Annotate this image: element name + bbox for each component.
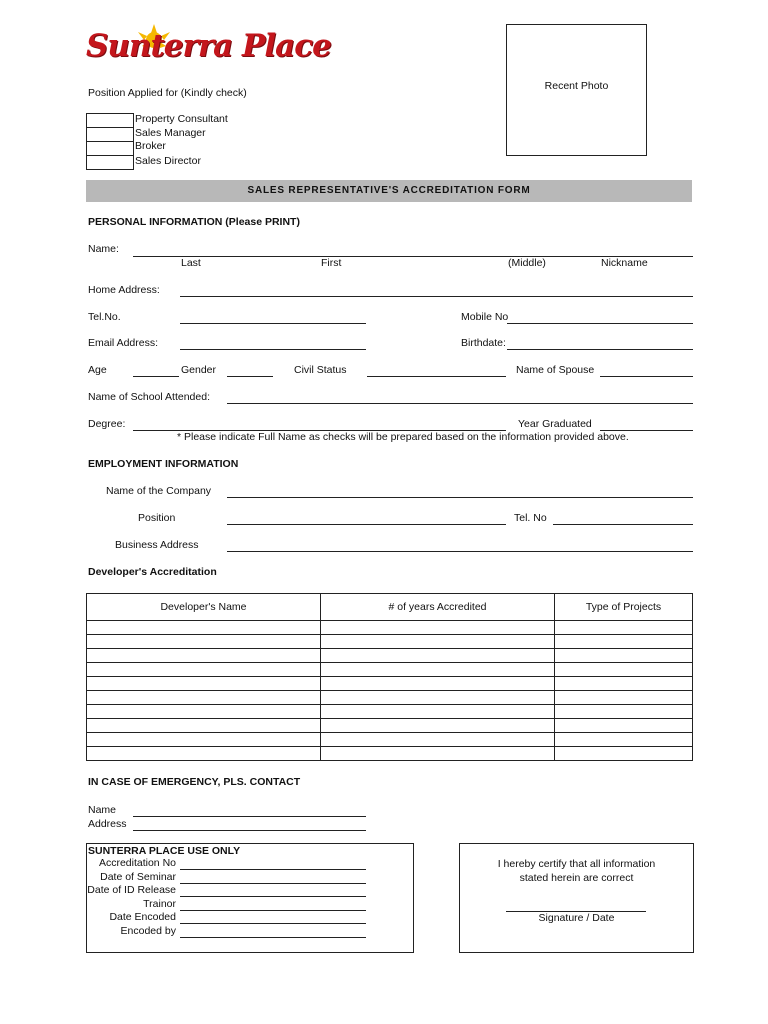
- table-cell[interactable]: [321, 677, 555, 691]
- emergency-name-label: Name: [88, 804, 117, 816]
- developer-heading: Developer's Accreditation: [88, 566, 217, 578]
- home-address-label: Home Address:: [88, 284, 160, 296]
- table-cell[interactable]: [321, 663, 555, 677]
- office-field-label: Date of Seminar: [100, 870, 176, 883]
- col-years-accredited: # of years Accredited: [321, 594, 555, 621]
- business-address-label: Business Address: [115, 539, 199, 551]
- table-row: [87, 649, 693, 663]
- office-field-label: Date of ID Release: [87, 884, 176, 897]
- table-cell[interactable]: [87, 705, 321, 719]
- table-cell[interactable]: [555, 677, 693, 691]
- name-part-middle: (Middle): [508, 257, 546, 269]
- signature-label: Signature / Date: [538, 912, 615, 924]
- name-part-last: Last: [181, 257, 201, 269]
- home-address-field[interactable]: [180, 296, 693, 297]
- table-cell[interactable]: [87, 649, 321, 663]
- form-title: SALES REPRESENTATIVE'S ACCREDITATION FORM: [86, 180, 692, 202]
- certify-line2: stated herein are correct: [519, 872, 634, 884]
- table-row: [87, 677, 693, 691]
- school-field[interactable]: [227, 403, 693, 404]
- table-cell[interactable]: [555, 621, 693, 635]
- business-address-field[interactable]: [227, 551, 693, 552]
- logo-text: Sunterra Place: [86, 28, 331, 64]
- table-cell[interactable]: [321, 719, 555, 733]
- table-cell[interactable]: [87, 621, 321, 635]
- table-row: [87, 705, 693, 719]
- emergency-address-field[interactable]: [133, 830, 366, 831]
- table-cell[interactable]: [87, 719, 321, 733]
- gender-label: Gender: [181, 364, 217, 376]
- name-part-nickname: Nickname: [601, 257, 648, 269]
- checkbox-sales-manager[interactable]: [86, 127, 134, 142]
- table-row: [87, 635, 693, 649]
- option-property-consultant: Property Consultant: [135, 113, 228, 125]
- email-field[interactable]: [180, 349, 366, 350]
- spouse-label: Name of Spouse: [516, 364, 595, 376]
- year-graduated-label: Year Graduated: [518, 418, 592, 430]
- table-cell[interactable]: [555, 635, 693, 649]
- mobile-label: Mobile No: [461, 311, 509, 323]
- company-label: Name of the Company: [106, 485, 212, 497]
- table-cell[interactable]: [555, 649, 693, 663]
- table-cell[interactable]: [87, 747, 321, 761]
- table-row: [87, 733, 693, 747]
- table-cell[interactable]: [321, 705, 555, 719]
- personal-heading: PERSONAL INFORMATION (Please PRINT): [88, 216, 300, 228]
- emergency-name-field[interactable]: [133, 816, 366, 817]
- office-field-line[interactable]: [180, 937, 366, 938]
- certify-line1: I hereby certify that all information: [497, 858, 656, 870]
- photo-label: Recent Photo: [544, 80, 609, 92]
- birthdate-field[interactable]: [507, 349, 693, 350]
- checkbox-property-consultant[interactable]: [86, 113, 134, 128]
- company-field[interactable]: [227, 497, 693, 498]
- spouse-field[interactable]: [600, 376, 693, 377]
- office-field-line[interactable]: [180, 923, 366, 924]
- table-cell[interactable]: [87, 691, 321, 705]
- table-cell[interactable]: [555, 747, 693, 761]
- table-cell[interactable]: [555, 733, 693, 747]
- office-field-label: Accreditation No: [98, 857, 176, 869]
- table-cell[interactable]: [555, 705, 693, 719]
- emergency-heading: IN CASE OF EMERGENCY, PLS. CONTACT: [88, 776, 301, 788]
- table-cell[interactable]: [87, 677, 321, 691]
- checkbox-broker[interactable]: [86, 141, 134, 156]
- birthdate-label: Birthdate:: [461, 337, 506, 349]
- gender-field[interactable]: [227, 376, 273, 377]
- office-field-line[interactable]: [180, 896, 366, 897]
- office-field-label: Date Encoded: [109, 911, 176, 924]
- tel-label: Tel.No.: [88, 311, 121, 323]
- office-field-line[interactable]: [180, 869, 366, 870]
- col-type-projects: Type of Projects: [555, 594, 693, 621]
- office-field-line[interactable]: [180, 910, 366, 911]
- table-row: [87, 691, 693, 705]
- developer-table-header: [87, 594, 693, 621]
- checkbox-sales-director[interactable]: [86, 155, 134, 170]
- mobile-field[interactable]: [507, 323, 693, 324]
- name-label: Name:: [88, 243, 119, 255]
- table-cell[interactable]: [321, 733, 555, 747]
- table-cell[interactable]: [321, 621, 555, 635]
- table-cell[interactable]: [87, 635, 321, 649]
- col-developer-name: Developer's Name: [87, 594, 321, 621]
- option-broker: Broker: [135, 140, 166, 152]
- employment-heading: EMPLOYMENT INFORMATION: [88, 458, 239, 470]
- full-name-note: * Please indicate Full Name as checks will be prepared based on the information provided above.: [177, 431, 629, 443]
- degree-label: Degree:: [88, 418, 126, 430]
- office-field-line[interactable]: [180, 883, 366, 884]
- table-cell[interactable]: [555, 663, 693, 677]
- civil-status-label: Civil Status: [294, 364, 347, 376]
- office-field-label: Encoded by: [120, 925, 176, 937]
- table-cell[interactable]: [321, 635, 555, 649]
- emergency-address-label: Address: [88, 818, 127, 830]
- table-cell[interactable]: [87, 733, 321, 747]
- option-sales-director: Sales Director: [135, 155, 201, 167]
- table-row: [87, 747, 693, 761]
- age-label: Age: [88, 364, 107, 376]
- table-cell[interactable]: [87, 663, 321, 677]
- emp-position-label: Position: [138, 512, 176, 524]
- civil-status-field[interactable]: [367, 376, 506, 377]
- emp-position-field[interactable]: [227, 524, 506, 525]
- table-cell[interactable]: [321, 691, 555, 705]
- sunterra-logo: [84, 22, 331, 76]
- developer-table: [86, 593, 693, 761]
- position-prompt: Position Applied for (Kindly check): [88, 87, 247, 99]
- table-row: [87, 663, 693, 677]
- tel-field[interactable]: [180, 323, 366, 324]
- name-part-first: First: [321, 257, 342, 269]
- emp-tel-field[interactable]: [553, 524, 693, 525]
- school-label: Name of School Attended:: [88, 391, 210, 403]
- emp-tel-label: Tel. No: [514, 512, 547, 524]
- table-cell[interactable]: [555, 691, 693, 705]
- office-use-heading: SUNTERRA PLACE USE ONLY: [88, 845, 241, 857]
- option-sales-manager: Sales Manager: [135, 127, 206, 139]
- email-label: Email Address:: [88, 337, 159, 349]
- certify-box: [459, 843, 694, 953]
- table-row: [87, 621, 693, 635]
- table-cell[interactable]: [321, 747, 555, 761]
- table-cell[interactable]: [321, 649, 555, 663]
- photo-box[interactable]: [506, 24, 647, 156]
- table-cell[interactable]: [555, 719, 693, 733]
- age-field[interactable]: [133, 376, 179, 377]
- office-field-label: Trainor: [143, 897, 176, 910]
- table-row: [87, 719, 693, 733]
